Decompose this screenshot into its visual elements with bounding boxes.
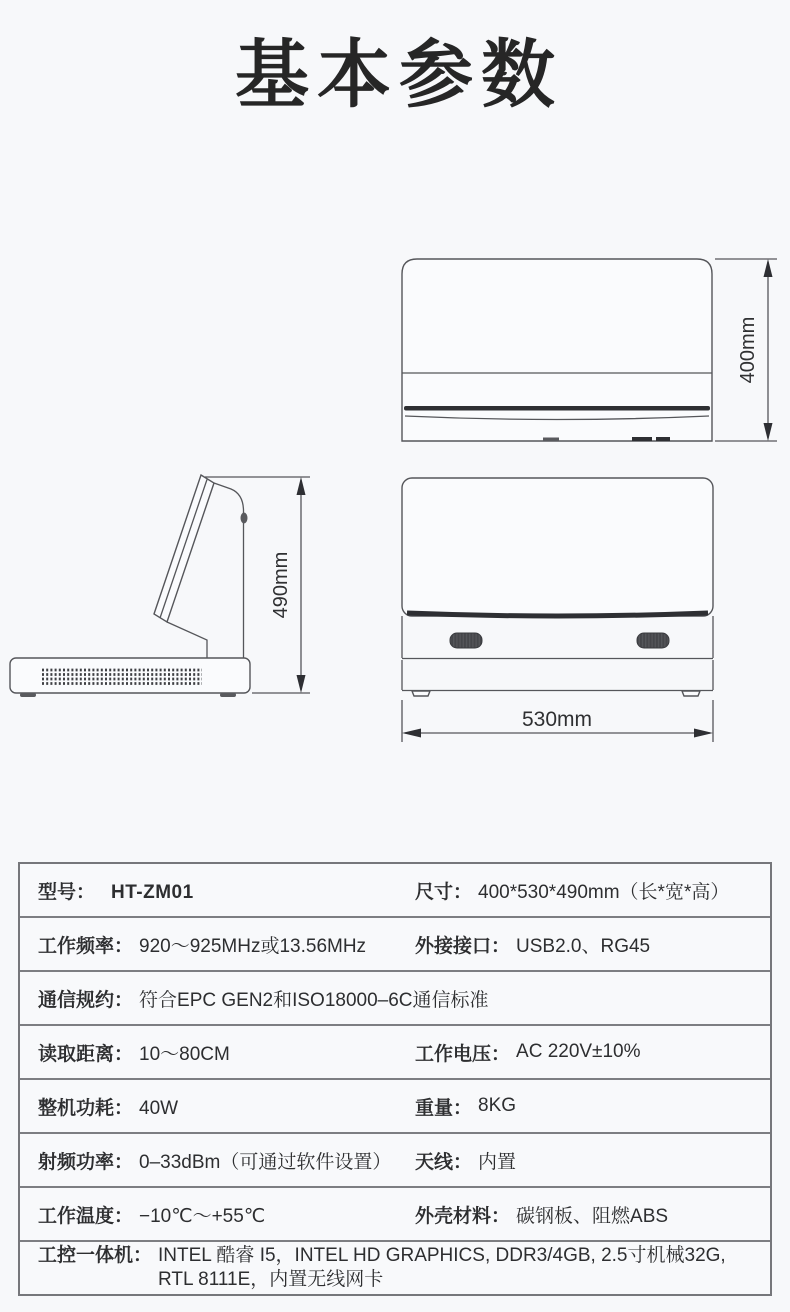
- foot-right: [682, 691, 700, 696]
- spec-cell: [415, 1134, 516, 1186]
- spec-cell: [20, 931, 366, 958]
- spec-row-read-distance: [20, 1024, 770, 1078]
- spec-value: −10℃～+55℃: [139, 1205, 266, 1227]
- spec-value: INTEL 酷睿 I5，INTEL HD GRAPHICS, DDR3/4GB, 2.5寸机械32G, RTL 8111E，内置无线网卡: [158, 1245, 726, 1290]
- spec-label: 外壳材料：: [415, 1205, 511, 1227]
- arrow-up-icon: [764, 259, 773, 277]
- spec-label: 天线：: [415, 1151, 473, 1173]
- spec-cell: [415, 1188, 668, 1240]
- spec-cell: [415, 918, 650, 970]
- dimension-label-width: 530mm: [521, 708, 593, 731]
- arrow-left-icon: [402, 729, 421, 738]
- spec-cell: [415, 864, 729, 916]
- spec-cell: [20, 985, 770, 1012]
- spec-row-rf-power: [20, 1132, 770, 1186]
- spec-label: 重量：: [415, 1097, 473, 1119]
- spec-row-protocol: [20, 970, 770, 1024]
- spec-row-temperature: [20, 1186, 770, 1240]
- spec-value: 符合EPC GEN2和ISO18000–6C通信标准: [139, 989, 489, 1011]
- dimension-label-height: 400mm: [737, 316, 759, 384]
- spec-cell: [20, 877, 194, 904]
- dimension-label-height: 490mm: [270, 551, 292, 619]
- spec-value: 碳钢板、阻燃ABS: [516, 1205, 669, 1227]
- spec-label: 工作频率：: [38, 935, 134, 957]
- arrow-right-icon: [694, 729, 713, 738]
- spec-label: 工作电压：: [415, 1043, 511, 1065]
- arrow-down-icon: [297, 675, 306, 693]
- spec-label: 尺寸：: [415, 881, 473, 903]
- front-view-drawing: [395, 470, 785, 750]
- spec-label: 型号：: [38, 881, 96, 903]
- side-button: [241, 513, 248, 524]
- spec-value: 0–33dBm（可通过软件设置）: [139, 1151, 392, 1173]
- spec-value: 8KG: [478, 1095, 517, 1116]
- spec-cell: [20, 1147, 391, 1174]
- device-rear-outline: [402, 259, 712, 441]
- spec-row-industrial-pc: [20, 1240, 770, 1294]
- spec-label: 工作温度：: [38, 1205, 134, 1227]
- spec-value: 400*530*490mm（长*宽*高）: [478, 881, 730, 903]
- spec-label: 读取距离：: [38, 1043, 134, 1065]
- device-screen: [402, 478, 713, 616]
- spec-cell: [20, 1039, 230, 1066]
- spec-table: [18, 862, 772, 1296]
- rear-dark-band: [404, 406, 710, 411]
- spec-label: 外接接口：: [415, 935, 511, 957]
- arrow-up-icon: [297, 477, 306, 495]
- speaker-grille-right: [637, 633, 669, 648]
- spec-value: 920～925MHz或13.56MHz: [139, 935, 367, 957]
- spec-value: 10～80CM: [139, 1043, 230, 1065]
- spec-value: 内置: [478, 1151, 517, 1173]
- spec-cell: [20, 1093, 178, 1120]
- spec-label: 通信规约：: [38, 989, 134, 1011]
- speaker-grille-left: [450, 633, 482, 648]
- side-view-drawing: [5, 468, 320, 708]
- spec-label: 射频功率：: [38, 1151, 134, 1173]
- spec-value: 40W: [139, 1097, 179, 1119]
- spec-row-model: [20, 864, 770, 916]
- spec-row-power: [20, 1078, 770, 1132]
- spec-value: HT-ZM01: [111, 881, 194, 903]
- spec-label: 整机功耗：: [38, 1097, 134, 1119]
- spec-cell: [20, 1244, 770, 1292]
- spec-value: AC 220V±10%: [516, 1041, 641, 1062]
- arrow-down-icon: [764, 423, 773, 441]
- spec-row-frequency: [20, 916, 770, 970]
- spec-cell: [20, 1201, 265, 1228]
- page-title: 基本参数: [235, 33, 563, 116]
- device-base: [10, 658, 250, 693]
- spec-label: 工控一体机：: [38, 1245, 153, 1266]
- spec-cell: [415, 1080, 516, 1132]
- rear-view-drawing: [395, 252, 785, 452]
- spec-cell: [415, 1026, 641, 1078]
- foot-left: [412, 691, 430, 696]
- spec-value: USB2.0、RG45: [516, 935, 651, 957]
